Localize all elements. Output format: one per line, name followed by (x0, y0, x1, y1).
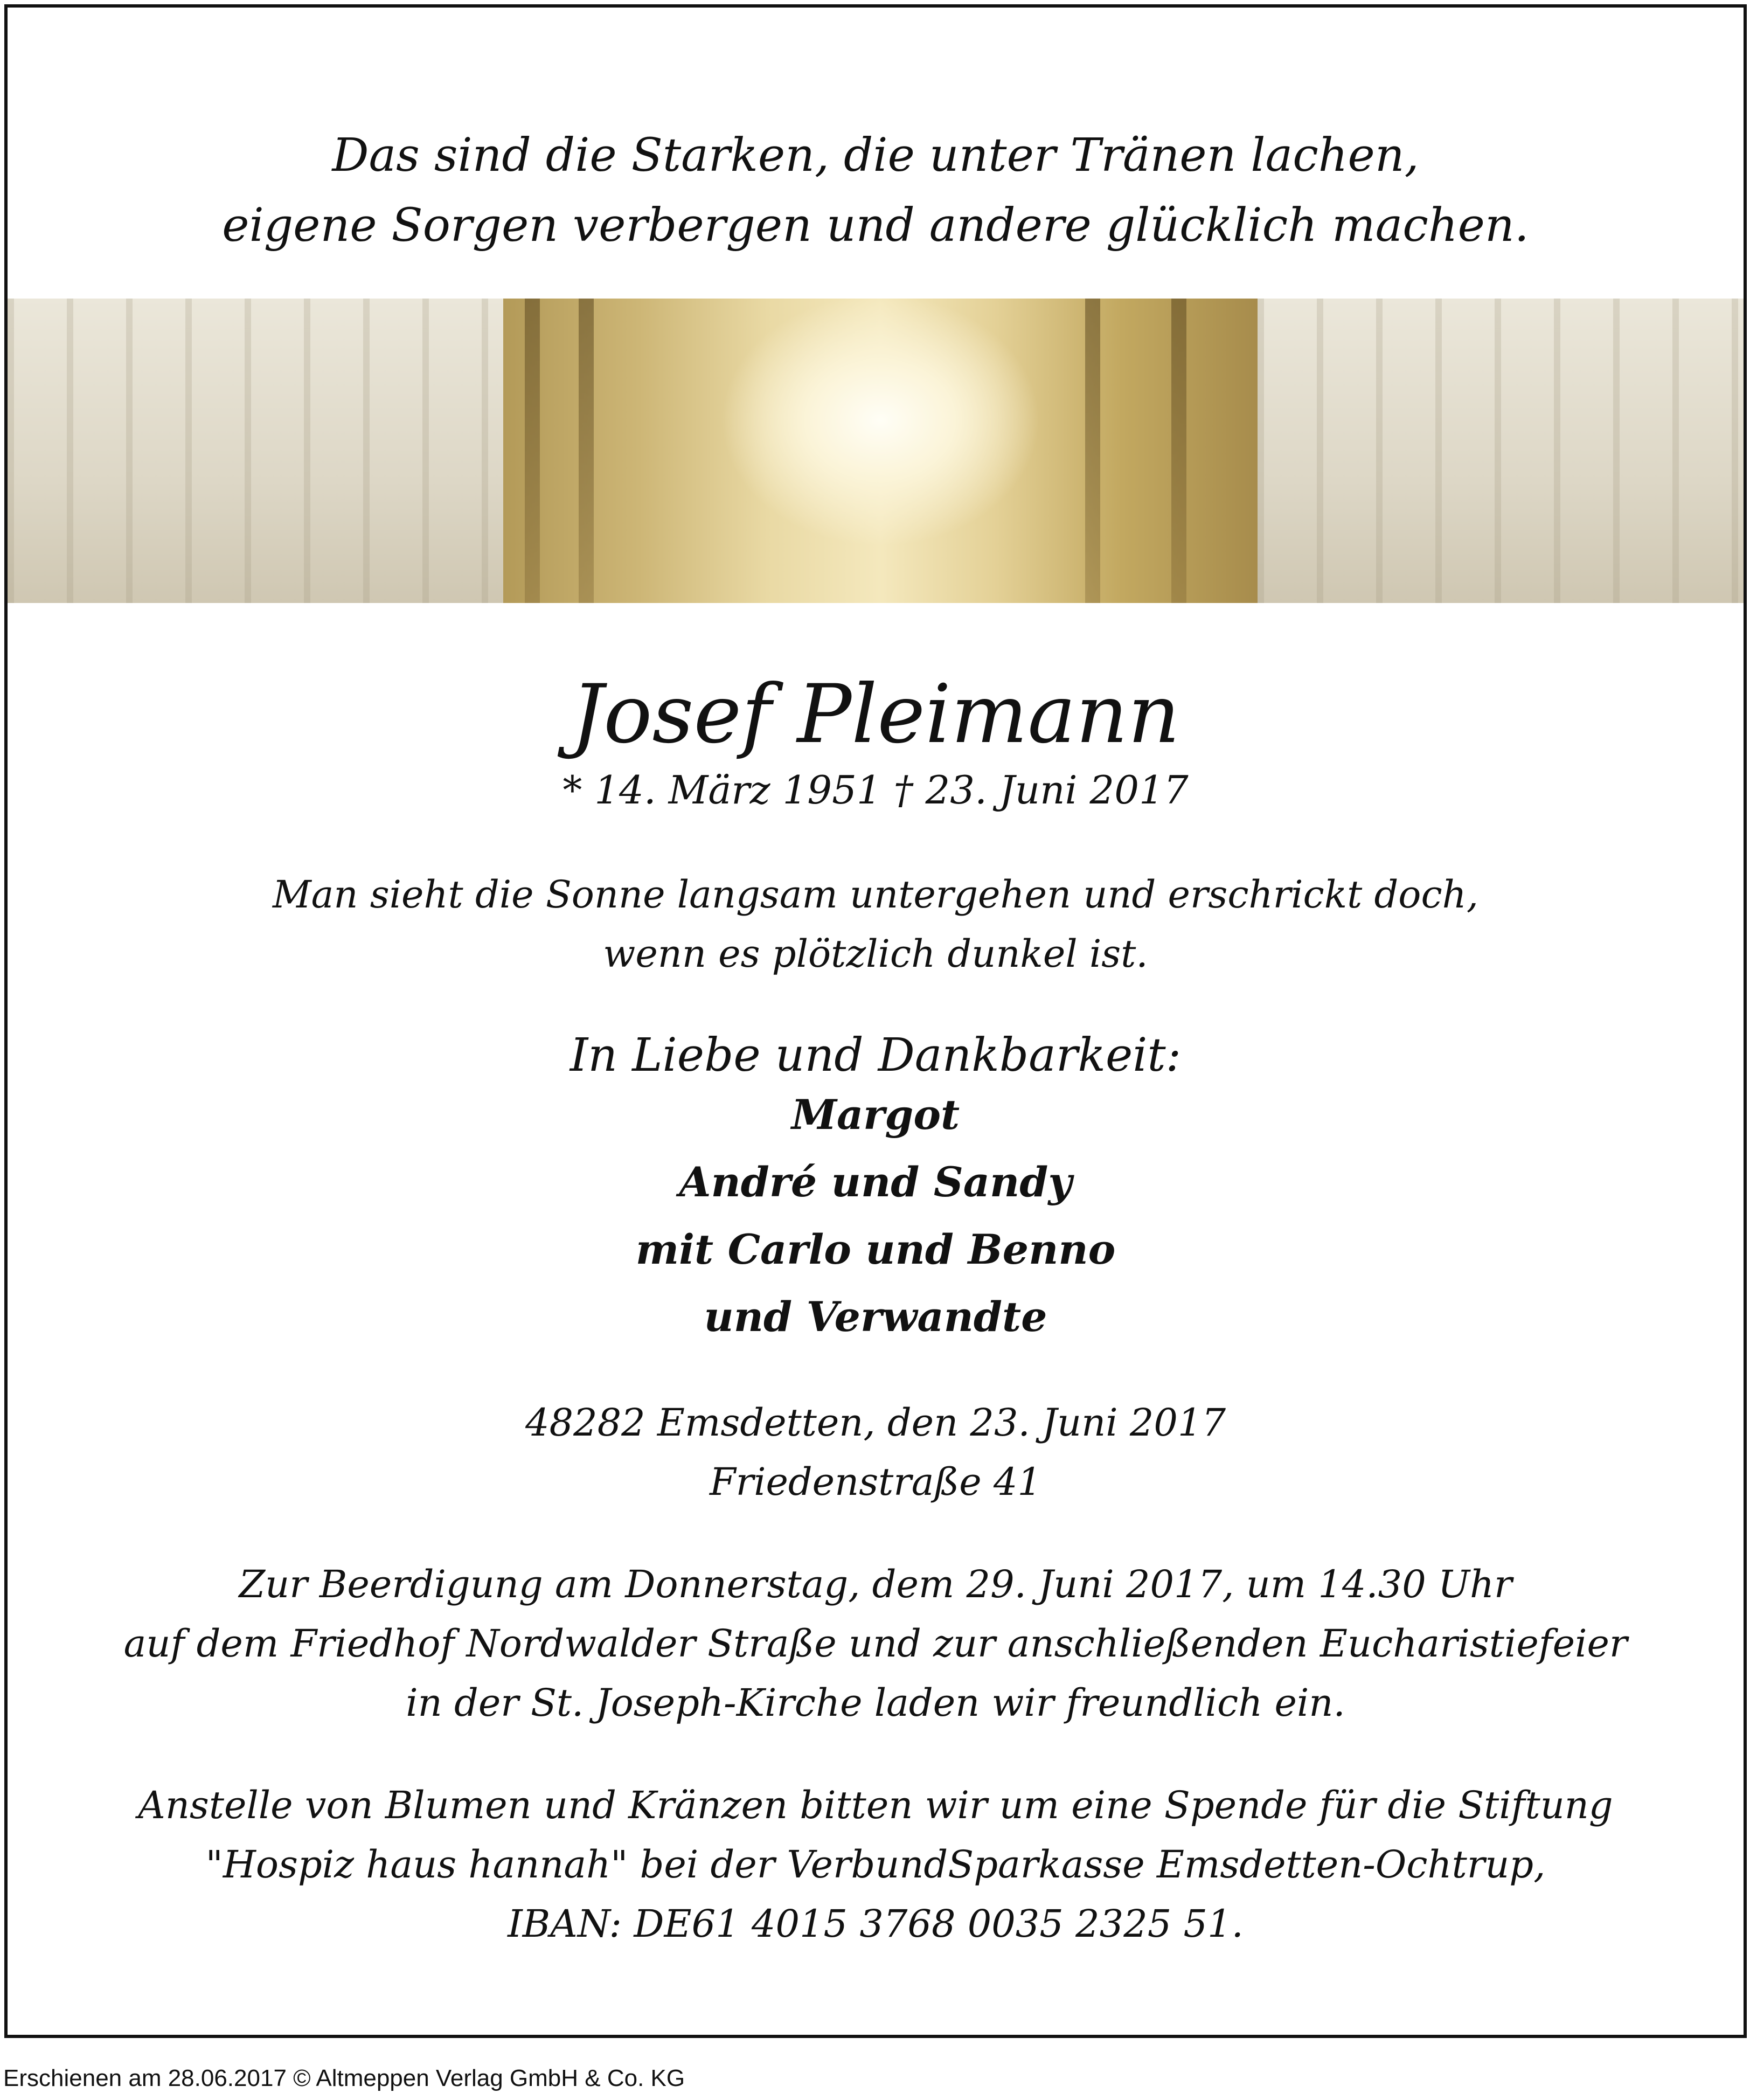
verse-line-2: wenn es plötzlich dunkel ist. (603, 932, 1148, 976)
family-line-3: mit Carlo und Benno (635, 1225, 1116, 1273)
funeral-line-2: auf dem Friedhof Nordwalder Straße und zur anschließenden Eucharistiefeier (123, 1621, 1628, 1666)
motto-line-1: Das sind die Starken, die unter Tränen lachen, (332, 129, 1419, 182)
family-line-2: André und Sandy (679, 1158, 1072, 1206)
address-line-2: Friedenstraße 41 (710, 1460, 1041, 1504)
thanks-heading: In Liebe und Dankbarkeit: (570, 1029, 1182, 1082)
donation-line-1: Anstelle von Blumen und Kränzen bitten wir um eine Spende für die Stiftung (138, 1783, 1613, 1827)
address-line-1: 48282 Emsdetten, den 23. Juni 2017 (525, 1401, 1226, 1445)
funeral-line-1: Zur Beerdigung am Donnerstag, dem 29. Juni 2017, um 14.30 Uhr (239, 1562, 1512, 1606)
obituary-notice (4, 4, 1747, 2038)
banner-right-forest (1258, 299, 1747, 603)
donation-line-2: "Hospiz haus hannah" bei der VerbundSparkasse Emsdetten-Ochtrup, (205, 1842, 1546, 1887)
family-line-1: Margot (791, 1091, 960, 1139)
deceased-name: Josef Pleimann (571, 668, 1180, 761)
family-line-4: und Verwandte (704, 1293, 1047, 1341)
verse-line-1: Man sieht die Sonne langsam untergehen und erschrickt doch, (273, 872, 1478, 917)
forest-banner-image (8, 299, 1744, 603)
banner-left-forest (8, 299, 503, 603)
motto-line-2: eigene Sorgen verbergen und andere glücklich machen. (222, 199, 1529, 252)
publication-footer: Erschienen am 28.06.2017 © Altmeppen Verlag GmbH & Co. KG (3, 2065, 685, 2091)
funeral-line-3: in der St. Joseph-Kirche laden wir freundlich ein. (406, 1681, 1345, 1725)
donation-line-3: IBAN: DE61 4015 3768 0035 2325 51. (508, 1902, 1244, 1946)
life-dates: * 14. März 1951 † 23. Juni 2017 (562, 767, 1189, 813)
banner-center-sunlit-path (503, 299, 1258, 603)
